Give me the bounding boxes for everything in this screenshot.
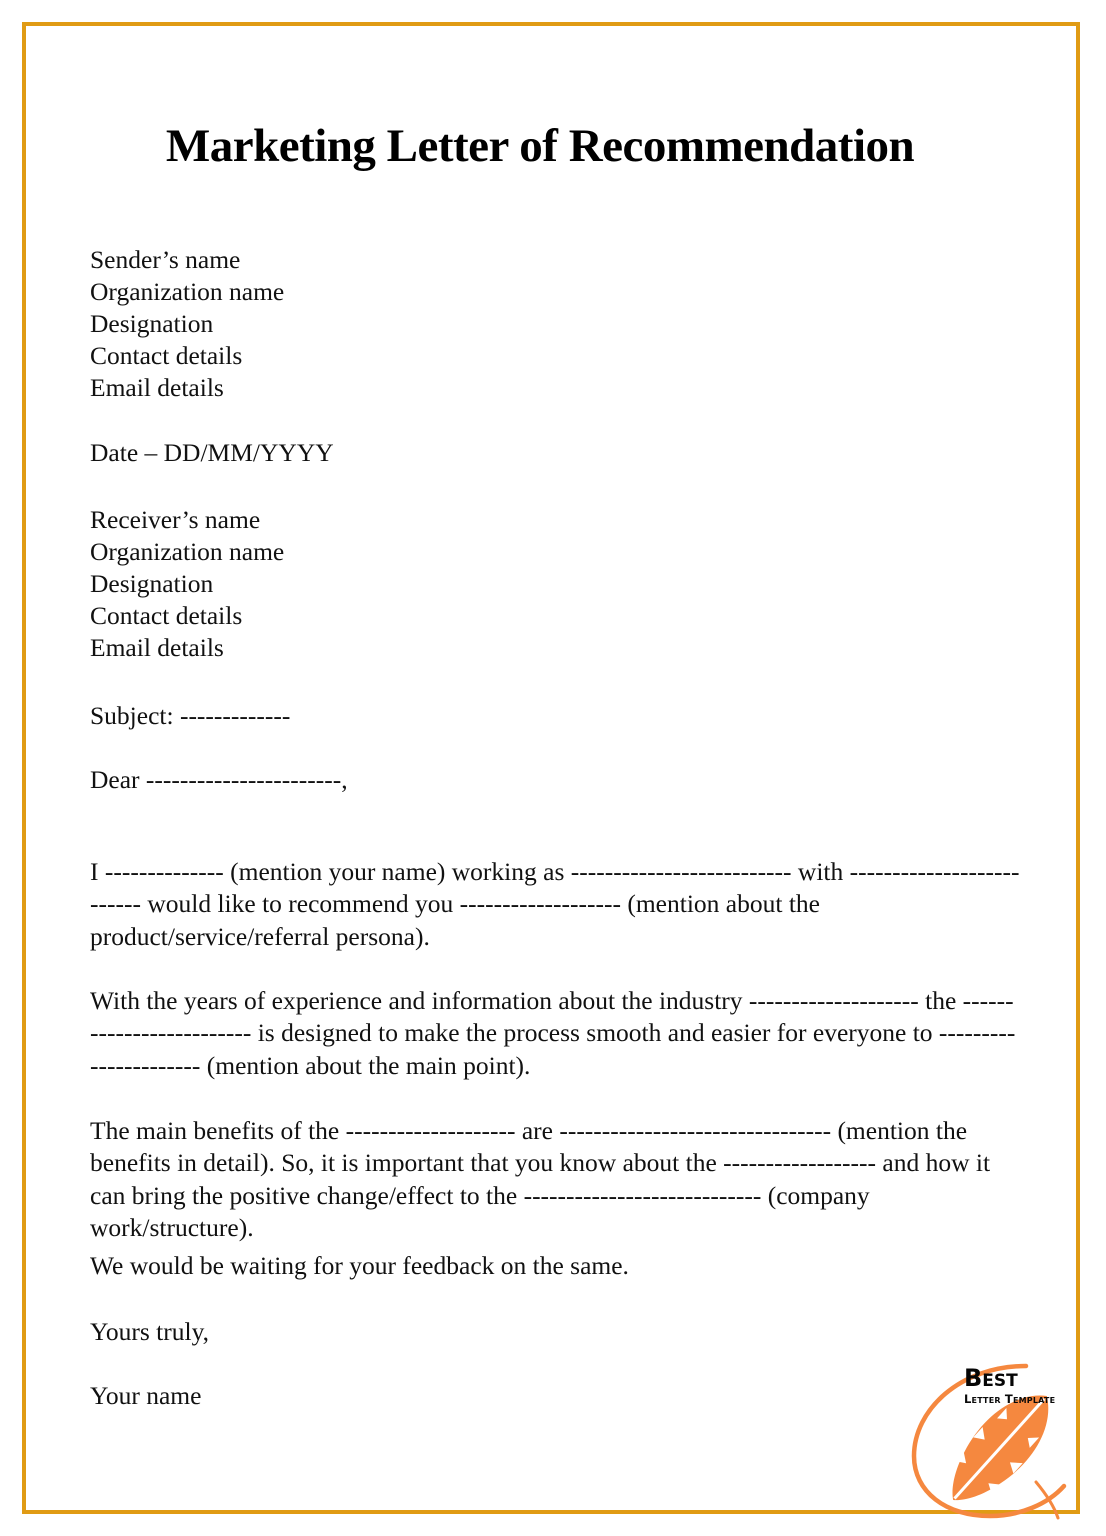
signoff-line-text: Yours truly, <box>90 1317 210 1346</box>
signature-line <box>90 1380 1020 1412</box>
brand-name-secondary: Letter Template <box>964 1392 1056 1406</box>
body-paragraph-3: The main benefits of the -------------------- are -------------------------------- (mention the benefits in detail). So, it is important that you know about the ------------------ and how it can bring the positive change/effect to the ---------------------------- (company work/structure). <box>90 1115 991 1242</box>
receiver-name-line: Receiver’s name <box>90 505 261 534</box>
closing-line-text: We would be waiting for your feedback on the same. <box>90 1251 629 1280</box>
subject-line <box>90 700 1020 732</box>
receiver-address-block <box>90 504 1020 664</box>
brand-name-primary: Best <box>964 1364 1018 1392</box>
brand-logo <box>908 1352 1088 1528</box>
receiver-designation-line: Designation <box>90 569 214 598</box>
body-paragraph-2: With the years of experience and information about the industry -------------------- the ------------------------- is designed to make the process smooth and easier for everyone to ---------------------- (mention about the main point). <box>90 985 1016 1080</box>
brand-logo-text <box>964 1366 1094 1406</box>
body-paragraph-1: I -------------- (mention your name) working as -------------------------- with -------------------------- would like to recommend you ------------------- (mention about the product/service/referral persona). <box>90 856 1020 951</box>
receiver-email-line: Email details <box>90 633 224 662</box>
sender-address-block <box>90 244 1020 404</box>
subject-line-text: Subject: ------------- <box>90 701 291 730</box>
sender-organization-line: Organization name <box>90 277 285 306</box>
receiver-organization-line: Organization name <box>90 537 285 566</box>
sender-name-line: Sender’s name <box>90 245 241 274</box>
receiver-contact-line: Contact details <box>90 601 243 630</box>
page-title: Marketing Letter of Recommendation <box>165 120 915 172</box>
salutation-line <box>90 764 1020 796</box>
date-line <box>90 437 1020 469</box>
signature-line-text: Your name <box>90 1381 202 1410</box>
salutation-line-text: Dear -----------------------, <box>90 765 348 794</box>
sender-email-line: Email details <box>90 373 224 402</box>
date-line-text: Date – DD/MM/YYYY <box>90 438 334 467</box>
closing-line <box>90 1250 1020 1282</box>
sender-contact-line: Contact details <box>90 341 243 370</box>
sender-designation-line: Designation <box>90 309 214 338</box>
signoff-line <box>90 1316 1020 1348</box>
